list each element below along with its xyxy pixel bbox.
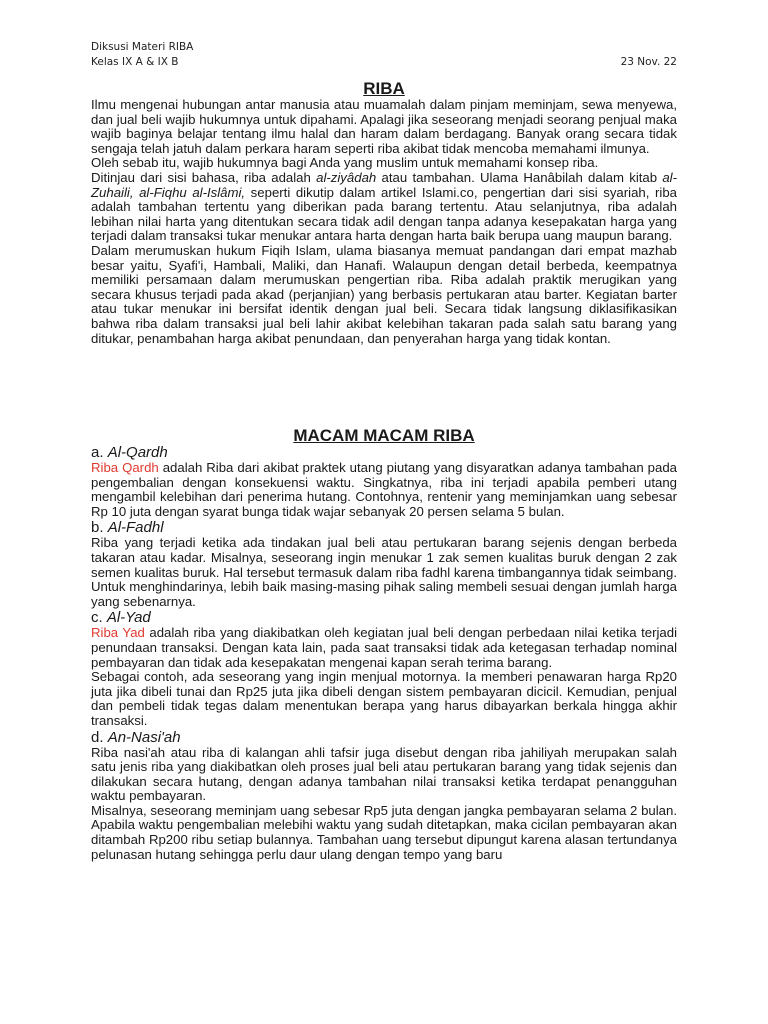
section-d-example-paragraph: Misalnya, seseorang meminjam uang sebesar Rp5 juta dengan jangka pembayaran selama 2 bulan. Apabila waktu pengembalian melebihi waktu yang sudah ditetapkan, maka cicilan pembayaran akan ditambah Rp200 ribu setiap bulannya. Tambahan uang tersebut dipungut karena alasan tertundanya pelunasan hutang sehingga perlu daur ulang dengan tempo yang baru — [91, 802, 677, 862]
intro-p3-text-c: atau tambahan. Ulama Hanâbilah dalam kitab — [376, 169, 663, 185]
subheading-b — [91, 519, 677, 536]
section-c-text: adalah riba yang diakibatkan oleh kegiatan jual beli dengan perbedaan nilai ketika terjadi penundaan transaksi. Dengan kata lain, pada saat transaksi tidak ada ketegasan terhadap nominal pembayaran dan tidak ada kesepakatan mengenai kapan serah terima barang. — [91, 625, 677, 670]
intro-paragraph-2: Oleh sebab itu, wajib hukumnya bagi Anda yang muslim untuk memahami konsep riba. — [91, 155, 599, 171]
header-course-title: Diksusi Materi RIBA — [91, 41, 194, 53]
intro-p3-text-a: Ditinjau dari sisi bahasa, riba adalah — [91, 169, 317, 185]
types-section — [91, 444, 677, 862]
subheading-b-letter: b. — [91, 519, 108, 537]
subheading-b-name: Al-Fadhl — [107, 519, 164, 537]
subheading-c-name: Al-Yad — [106, 609, 151, 627]
section-a-paragraph — [91, 461, 677, 519]
subheading-d — [91, 729, 677, 746]
riba-qardh-highlight: Riba Qardh — [91, 460, 159, 475]
subheading-a — [91, 444, 677, 461]
section-c-paragraph — [91, 626, 677, 670]
intro-paragraph-1: Ilmu mengenai hubungan antar manusia atau muamalah dalam pinjam meminjam, sewa menyewa, dan jual beli wajib hukumnya untuk dipahami. Apalagi jika seseorang menjadi seorang penjual maka wajib baginya belajar tentang ilmu halal dan haram dalam berdagang. Banyak orang secara tidak sengaja telah jatuh dalam perkara haram seperti riba akibat tidak mencoba memahami ilmunya. — [91, 97, 677, 156]
section-a-text: adalah Riba dari akibat praktek utang piutang yang disyaratkan adanya tambahan pada pengembalian dengan konsekuensi waktu. Singkatnya, riba ini terjadi apabila pemberi utang mengambil kelebihan dari penerima hutang. Contohnya, rentenir yang meminjamkan uang sebesar Rp 10 juta dengan syarat bunga tidak wajar sebanyak 20 persen selama 5 bulan. — [91, 460, 677, 519]
intro-p3-text-e: seperti dikutip dalam artikel Islami.co, pengertian dari sisi syariah, riba adalah tambahan tertentu yang diberikan pada barang tertentu. Atau selanjutnya, riba adalah lebihan nilai harta yang ditentukan secara tidak adil dengan tanpa adanya kesepakatan harga yang terjadi dalam transaksi tukar menukar antara harta dengan harta baik berupa uang maupun barang. — [91, 184, 677, 244]
subheading-a-letter: a. — [91, 444, 108, 461]
header-class-name: Kelas IX A & IX B — [91, 56, 179, 68]
intro-paragraph-3 — [91, 171, 677, 244]
intro-p3-term-ziyadah: al-ziyâdah — [316, 169, 377, 185]
subheading-c — [91, 609, 677, 626]
subheading-d-letter: d. — [91, 728, 108, 746]
riba-yad-highlight: Riba Yad — [91, 625, 145, 641]
section-d-paragraph: Riba nasi'ah atau riba di kalangan ahli tafsir juga disebut dengan riba jahiliyah merupakan salah satu jenis riba yang diakibatkan oleh proses jual beli atau pertukaran barang yang tidak sejenis dan dilakukan secara hutang, dengan adanya tambahan nilai transaksi ketika terdapat penangguhan waktu pembayaran. — [91, 744, 677, 804]
subheading-a-name: Al-Qardh — [107, 444, 168, 461]
intro-section — [91, 98, 677, 346]
document-title: RIBA — [363, 79, 405, 98]
section-title-types: MACAM MACAM RIBA — [293, 426, 475, 445]
intro-p3-kitab-name: al-Zuhaili, al-Fiqhu al-Islâmi, — [91, 169, 677, 200]
header-date: 23 Nov. 22 — [620, 56, 677, 68]
section-b-paragraph: Riba yang terjadi ketika ada tindakan jual beli atau pertukaran barang sejenis dengan berbeda takaran atau kadar. Misalnya, seseorang ingin menukar 1 zak semen kualitas buruk dengan 2 zak semen kualitas buruk. Hal tersebut termasuk dalam riba fadhl karena timbangannya tidak seimbang. Untuk menghindarinya, lebih baik masing-masing pihak saling membeli sesuai dengan jumlah harga yang sebenarnya. — [91, 535, 677, 609]
intro-paragraph-4: Dalam merumuskan hukum Fiqih Islam, ulama biasanya memuat pandangan dari empat mazhab besar yaitu, Syafi'i, Hambali, Maliki, dan Hanafi. Walaupun dengan detail berbeda, keempatnya memiliki persamaan dalam merumuskan pengertian riba. Riba adalah praktik merugikan yang secara khusus terjadi pada akad (perjanjian) yang berbasis pertukaran atau barter. Kegiatan barter atau tukar menukar ini bersifat identik dengan jual beli. Secara tidak langsung diklasifikasikan bahwa riba dalam transaksi jual beli lahir akibat kelebihan takaran pada salah satu barang yang ditukar, penambahan harga akibat penundaan, dan penyerahan harga yang tidak kontan. — [91, 242, 677, 346]
subheading-c-letter: c. — [91, 609, 107, 627]
subheading-d-name: An-Nasi'ah — [107, 728, 181, 746]
section-c-example-paragraph: Sebagai contoh, ada seseorang yang ingin menjual motornya. Ia memberi penawaran harga Rp20 juta jika dibeli tunai dan Rp25 juta jika dibeli dengan sistem pembayaran dicicil. Kemudian, penjual dan pembeli tidak tegas dalam menentukan berapa yang harus dibayarkan berkala hingga akhir transaksi. — [91, 669, 677, 728]
